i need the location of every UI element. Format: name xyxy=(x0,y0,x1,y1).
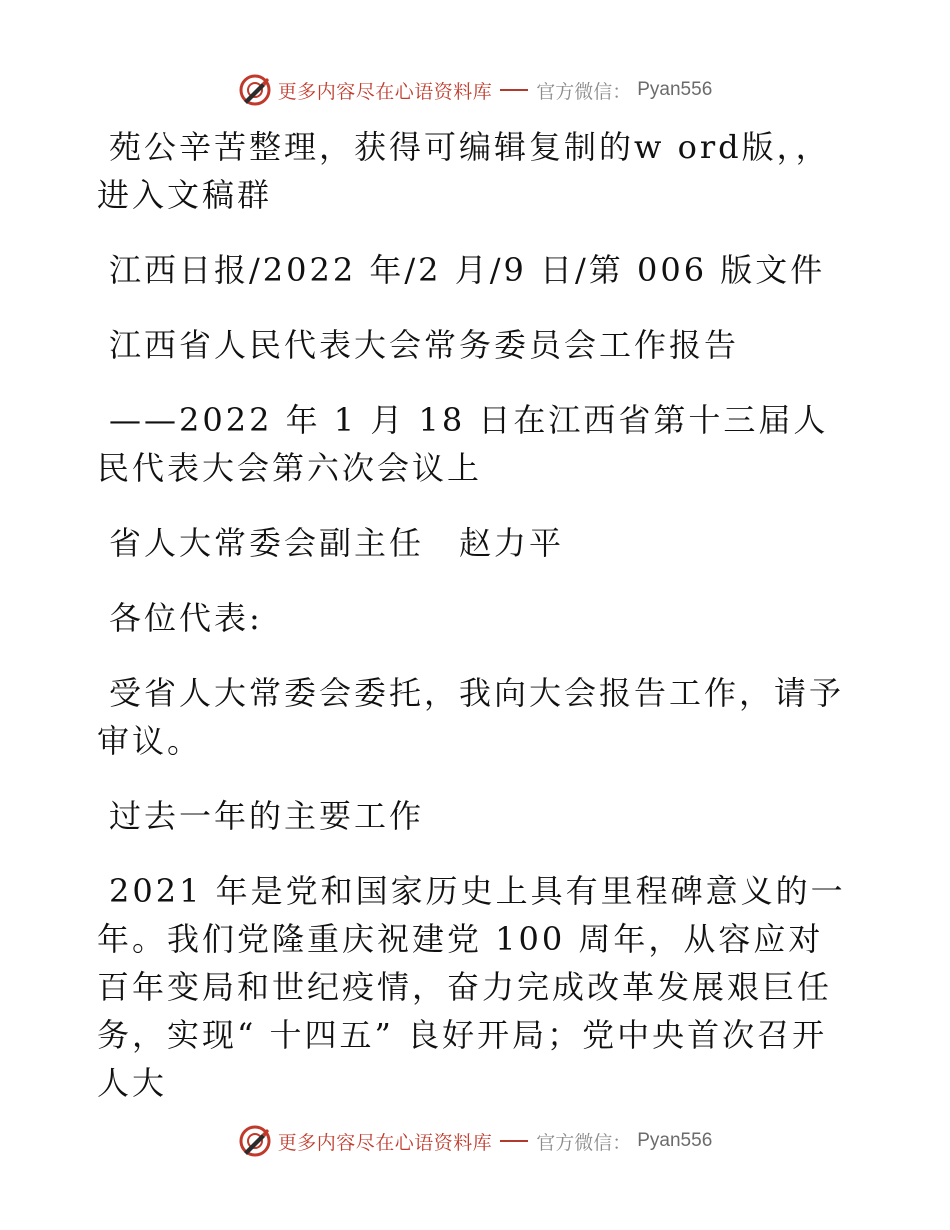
watermark-wechat-label: 官方微信： xyxy=(536,1131,632,1154)
speaker-line: 省人大常委会副主任 赵力平 xyxy=(109,524,565,562)
document-subtitle: ——2022 年 1 月 18 日在江西省第十三届人民代表大会第六次会议上 xyxy=(97,401,829,487)
brand-logo-icon xyxy=(238,73,272,107)
watermark-site-text: 更多内容尽在心语资料库 xyxy=(277,80,493,103)
paragraph-source-line: 江西日报/2022 年/2 月/9 日/第 006 版文件 xyxy=(109,251,826,289)
document-title: 江西省人民代表大会常务委员会工作报告 xyxy=(109,326,740,364)
watermark-wechat-id: Pyan556 xyxy=(637,1130,713,1151)
watermark-wechat-label: 官方微信： xyxy=(536,80,632,103)
salutation: 各位代表: xyxy=(109,599,263,637)
watermark-banner-top xyxy=(0,70,950,110)
watermark-dash xyxy=(500,89,528,91)
section-heading: 过去一年的主要工作 xyxy=(109,797,425,835)
watermark-dash xyxy=(500,1140,528,1142)
watermark-banner-bottom xyxy=(0,1121,950,1161)
paragraph-opening: 受省人大常委会委托，我向大会报告工作，请予审议。 xyxy=(97,674,845,760)
watermark-wechat-id: Pyan556 xyxy=(637,79,713,100)
watermark-site-text: 更多内容尽在心语资料库 xyxy=(277,1131,493,1154)
document-body xyxy=(97,123,857,1134)
brand-logo-icon xyxy=(238,1124,272,1158)
paragraph-body: 2021 年是党和国家历史上具有里程碑意义的一年。我们党隆重庆祝建党 100 周年，从容应对百年变局和世纪疫情，奋力完成改革发展艰巨任务，实现“ 十四五” 良好开局；党中央首次召开人大 xyxy=(97,872,846,1102)
paragraph-intro-note: 苑公辛苦整理，获得可编辑复制的w ord版，，进入文稿群 xyxy=(97,128,831,214)
